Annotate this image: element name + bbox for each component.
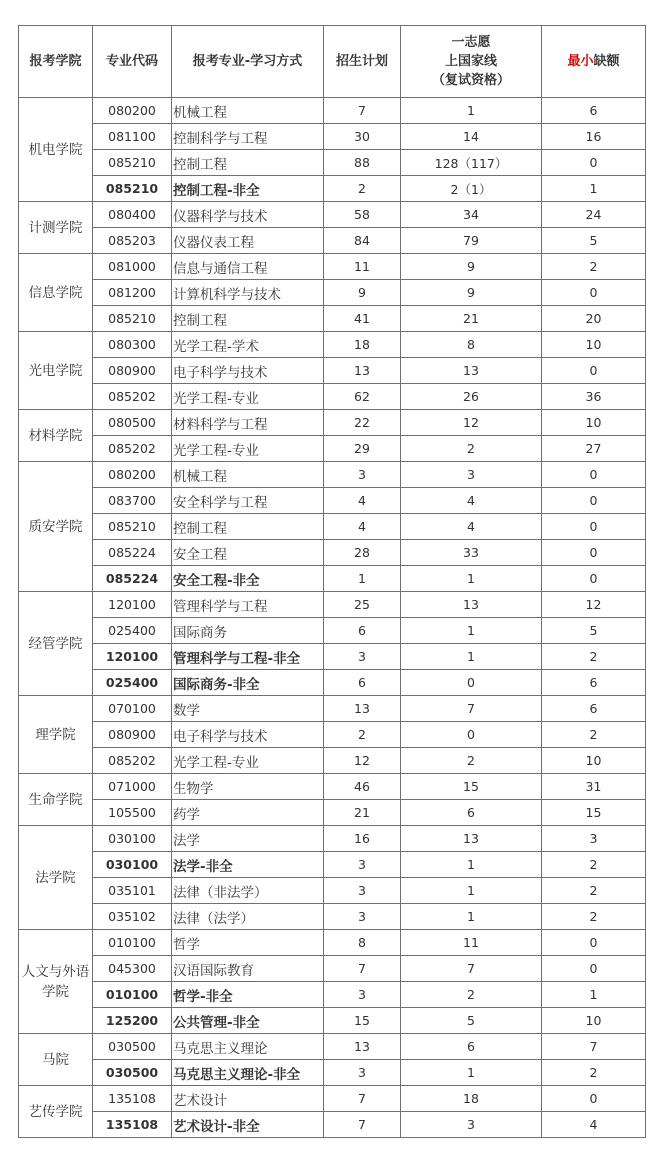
school-cell: 质安学院 bbox=[19, 462, 93, 592]
first-choice-cell: 1 bbox=[401, 98, 542, 124]
plan-cell: 28 bbox=[324, 540, 401, 566]
code-cell: 135108 bbox=[93, 1086, 172, 1112]
major-cell: 数学 bbox=[172, 696, 324, 722]
first-choice-cell: 1 bbox=[401, 904, 542, 930]
table-row bbox=[19, 1034, 646, 1060]
plan-cell: 25 bbox=[324, 592, 401, 618]
header-row bbox=[19, 26, 646, 98]
shortfall-cell: 3 bbox=[542, 826, 646, 852]
code-cell: 030100 bbox=[93, 852, 172, 878]
plan-cell: 88 bbox=[324, 150, 401, 176]
major-cell: 安全科学与工程 bbox=[172, 488, 324, 514]
header-shortfall-rest: 缺额 bbox=[593, 54, 620, 69]
school-cell: 机电学院 bbox=[19, 98, 93, 202]
plan-cell: 3 bbox=[324, 1060, 401, 1086]
plan-cell: 9 bbox=[324, 280, 401, 306]
school-cell: 材料学院 bbox=[19, 410, 93, 462]
shortfall-cell: 0 bbox=[542, 956, 646, 982]
shortfall-cell: 27 bbox=[542, 436, 646, 462]
plan-cell: 1 bbox=[324, 566, 401, 592]
major-cell: 管理科学与工程 bbox=[172, 592, 324, 618]
code-cell: 125200 bbox=[93, 1008, 172, 1034]
plan-cell: 11 bbox=[324, 254, 401, 280]
header-first-choice-line1: 一志愿 bbox=[451, 35, 491, 50]
major-cell: 仪器科学与技术 bbox=[172, 202, 324, 228]
table-row bbox=[19, 176, 646, 202]
table-row bbox=[19, 904, 646, 930]
shortfall-cell: 0 bbox=[542, 280, 646, 306]
first-choice-cell: 4 bbox=[401, 488, 542, 514]
major-cell: 国际商务-非全 bbox=[172, 670, 324, 696]
first-choice-cell: 1 bbox=[401, 852, 542, 878]
shortfall-cell: 2 bbox=[542, 878, 646, 904]
major-cell: 机械工程 bbox=[172, 98, 324, 124]
school-cell: 人文与外语学院 bbox=[19, 930, 93, 1034]
code-cell: 080400 bbox=[93, 202, 172, 228]
major-cell: 哲学 bbox=[172, 930, 324, 956]
shortfall-cell: 24 bbox=[542, 202, 646, 228]
first-choice-cell: 3 bbox=[401, 462, 542, 488]
first-choice-cell: 2 bbox=[401, 982, 542, 1008]
school-cell: 马院 bbox=[19, 1034, 93, 1086]
plan-cell: 22 bbox=[324, 410, 401, 436]
table-row bbox=[19, 254, 646, 280]
code-cell: 045300 bbox=[93, 956, 172, 982]
shortfall-cell: 0 bbox=[542, 566, 646, 592]
admissions-table-wrapper bbox=[18, 25, 646, 1138]
first-choice-cell: 21 bbox=[401, 306, 542, 332]
plan-cell: 41 bbox=[324, 306, 401, 332]
first-choice-cell: 1 bbox=[401, 566, 542, 592]
major-cell: 控制科学与工程 bbox=[172, 124, 324, 150]
code-cell: 105500 bbox=[93, 800, 172, 826]
table-row bbox=[19, 462, 646, 488]
code-cell: 071000 bbox=[93, 774, 172, 800]
shortfall-cell: 2 bbox=[542, 852, 646, 878]
header-code bbox=[93, 26, 172, 98]
first-choice-cell: 7 bbox=[401, 956, 542, 982]
major-cell: 艺术设计 bbox=[172, 1086, 324, 1112]
major-cell: 控制工程-非全 bbox=[172, 176, 324, 202]
first-choice-cell: 12 bbox=[401, 410, 542, 436]
plan-cell: 84 bbox=[324, 228, 401, 254]
shortfall-cell: 16 bbox=[542, 124, 646, 150]
school-cell: 信息学院 bbox=[19, 254, 93, 332]
table-row bbox=[19, 826, 646, 852]
shortfall-cell: 2 bbox=[542, 1060, 646, 1086]
code-cell: 081200 bbox=[93, 280, 172, 306]
major-cell: 控制工程 bbox=[172, 150, 324, 176]
plan-cell: 7 bbox=[324, 956, 401, 982]
code-cell: 081100 bbox=[93, 124, 172, 150]
code-cell: 085210 bbox=[93, 514, 172, 540]
code-cell: 120100 bbox=[93, 592, 172, 618]
major-cell: 控制工程 bbox=[172, 514, 324, 540]
first-choice-cell: 18 bbox=[401, 1086, 542, 1112]
table-row bbox=[19, 592, 646, 618]
major-cell: 法学 bbox=[172, 826, 324, 852]
major-cell: 计算机科学与技术 bbox=[172, 280, 324, 306]
table-row bbox=[19, 722, 646, 748]
table-row bbox=[19, 852, 646, 878]
major-cell: 电子科学与技术 bbox=[172, 358, 324, 384]
plan-cell: 6 bbox=[324, 618, 401, 644]
plan-cell: 15 bbox=[324, 1008, 401, 1034]
school-cell: 计测学院 bbox=[19, 202, 93, 254]
plan-cell: 30 bbox=[324, 124, 401, 150]
major-cell: 信息与通信工程 bbox=[172, 254, 324, 280]
shortfall-cell: 12 bbox=[542, 592, 646, 618]
first-choice-cell: 9 bbox=[401, 280, 542, 306]
shortfall-cell: 0 bbox=[542, 1086, 646, 1112]
table-row bbox=[19, 774, 646, 800]
plan-cell: 58 bbox=[324, 202, 401, 228]
plan-cell: 16 bbox=[324, 826, 401, 852]
code-cell: 010100 bbox=[93, 982, 172, 1008]
major-cell: 光学工程-学术 bbox=[172, 332, 324, 358]
plan-cell: 7 bbox=[324, 1112, 401, 1138]
shortfall-cell: 0 bbox=[542, 488, 646, 514]
table-row bbox=[19, 644, 646, 670]
school-cell: 生命学院 bbox=[19, 774, 93, 826]
code-cell: 085203 bbox=[93, 228, 172, 254]
header-plan bbox=[324, 26, 401, 98]
plan-cell: 13 bbox=[324, 696, 401, 722]
major-cell: 马克思主义理论 bbox=[172, 1034, 324, 1060]
header-school bbox=[19, 26, 93, 98]
table-row bbox=[19, 410, 646, 436]
major-cell: 安全工程-非全 bbox=[172, 566, 324, 592]
plan-cell: 62 bbox=[324, 384, 401, 410]
plan-cell: 2 bbox=[324, 176, 401, 202]
code-cell: 035101 bbox=[93, 878, 172, 904]
first-choice-cell: 34 bbox=[401, 202, 542, 228]
code-cell: 080500 bbox=[93, 410, 172, 436]
first-choice-cell: 6 bbox=[401, 800, 542, 826]
plan-cell: 7 bbox=[324, 1086, 401, 1112]
table-row bbox=[19, 670, 646, 696]
shortfall-cell: 6 bbox=[542, 696, 646, 722]
shortfall-cell: 2 bbox=[542, 644, 646, 670]
table-row bbox=[19, 566, 646, 592]
shortfall-cell: 0 bbox=[542, 930, 646, 956]
code-cell: 085224 bbox=[93, 566, 172, 592]
code-cell: 080300 bbox=[93, 332, 172, 358]
major-cell: 机械工程 bbox=[172, 462, 324, 488]
first-choice-cell: 1 bbox=[401, 618, 542, 644]
table-row bbox=[19, 1086, 646, 1112]
major-cell: 艺术设计-非全 bbox=[172, 1112, 324, 1138]
table-row bbox=[19, 1060, 646, 1086]
shortfall-cell: 1 bbox=[542, 982, 646, 1008]
code-cell: 085210 bbox=[93, 150, 172, 176]
plan-cell: 46 bbox=[324, 774, 401, 800]
code-cell: 085202 bbox=[93, 384, 172, 410]
shortfall-cell: 10 bbox=[542, 332, 646, 358]
major-cell: 生物学 bbox=[172, 774, 324, 800]
major-cell: 国际商务 bbox=[172, 618, 324, 644]
major-cell: 电子科学与技术 bbox=[172, 722, 324, 748]
major-cell: 药学 bbox=[172, 800, 324, 826]
header-first-choice-line2: 上国家线 bbox=[444, 54, 497, 69]
first-choice-cell: 3 bbox=[401, 1112, 542, 1138]
first-choice-cell: 2 bbox=[401, 748, 542, 774]
code-cell: 085210 bbox=[93, 306, 172, 332]
table-row bbox=[19, 358, 646, 384]
shortfall-cell: 5 bbox=[542, 228, 646, 254]
code-cell: 080200 bbox=[93, 462, 172, 488]
table-row bbox=[19, 202, 646, 228]
table-row bbox=[19, 748, 646, 774]
first-choice-cell: 33 bbox=[401, 540, 542, 566]
shortfall-cell: 20 bbox=[542, 306, 646, 332]
plan-cell: 13 bbox=[324, 358, 401, 384]
code-cell: 085210 bbox=[93, 176, 172, 202]
major-cell: 管理科学与工程-非全 bbox=[172, 644, 324, 670]
table-header bbox=[19, 26, 646, 98]
major-cell: 仪器仪表工程 bbox=[172, 228, 324, 254]
plan-cell: 3 bbox=[324, 982, 401, 1008]
school-cell: 艺传学院 bbox=[19, 1086, 93, 1138]
first-choice-cell: 2（1） bbox=[401, 176, 542, 202]
school-cell: 理学院 bbox=[19, 696, 93, 774]
shortfall-cell: 0 bbox=[542, 462, 646, 488]
code-cell: 120100 bbox=[93, 644, 172, 670]
code-cell: 080900 bbox=[93, 358, 172, 384]
first-choice-cell: 13 bbox=[401, 826, 542, 852]
header-plan-label: 招生计划 bbox=[335, 54, 388, 69]
code-cell: 081000 bbox=[93, 254, 172, 280]
header-shortfall bbox=[542, 26, 646, 98]
first-choice-cell: 0 bbox=[401, 670, 542, 696]
header-first-choice-line3: （复试资格） bbox=[431, 73, 510, 88]
table-row bbox=[19, 124, 646, 150]
plan-cell: 3 bbox=[324, 462, 401, 488]
header-shortfall-accent: 最小 bbox=[567, 54, 594, 69]
plan-cell: 12 bbox=[324, 748, 401, 774]
table-row bbox=[19, 306, 646, 332]
shortfall-cell: 0 bbox=[542, 540, 646, 566]
first-choice-cell: 4 bbox=[401, 514, 542, 540]
table-row bbox=[19, 956, 646, 982]
plan-cell: 4 bbox=[324, 488, 401, 514]
shortfall-cell: 31 bbox=[542, 774, 646, 800]
table-row bbox=[19, 384, 646, 410]
plan-cell: 3 bbox=[324, 878, 401, 904]
plan-cell: 7 bbox=[324, 98, 401, 124]
table-row bbox=[19, 150, 646, 176]
plan-cell: 3 bbox=[324, 644, 401, 670]
plan-cell: 18 bbox=[324, 332, 401, 358]
table-row bbox=[19, 930, 646, 956]
first-choice-cell: 5 bbox=[401, 1008, 542, 1034]
shortfall-cell: 7 bbox=[542, 1034, 646, 1060]
school-cell: 经管学院 bbox=[19, 592, 93, 696]
first-choice-cell: 1 bbox=[401, 1060, 542, 1086]
code-cell: 030500 bbox=[93, 1034, 172, 1060]
table-row bbox=[19, 280, 646, 306]
school-cell: 光电学院 bbox=[19, 332, 93, 410]
plan-cell: 13 bbox=[324, 1034, 401, 1060]
shortfall-cell: 15 bbox=[542, 800, 646, 826]
first-choice-cell: 128（117） bbox=[401, 150, 542, 176]
first-choice-cell: 11 bbox=[401, 930, 542, 956]
table-row bbox=[19, 540, 646, 566]
first-choice-cell: 1 bbox=[401, 644, 542, 670]
table-row bbox=[19, 436, 646, 462]
table-row bbox=[19, 800, 646, 826]
table-row bbox=[19, 228, 646, 254]
code-cell: 080200 bbox=[93, 98, 172, 124]
plan-cell: 21 bbox=[324, 800, 401, 826]
major-cell: 公共管理-非全 bbox=[172, 1008, 324, 1034]
shortfall-cell: 5 bbox=[542, 618, 646, 644]
first-choice-cell: 26 bbox=[401, 384, 542, 410]
code-cell: 080900 bbox=[93, 722, 172, 748]
shortfall-cell: 36 bbox=[542, 384, 646, 410]
shortfall-cell: 10 bbox=[542, 748, 646, 774]
shortfall-cell: 4 bbox=[542, 1112, 646, 1138]
major-cell: 光学工程-专业 bbox=[172, 384, 324, 410]
header-first-choice bbox=[401, 26, 542, 98]
first-choice-cell: 15 bbox=[401, 774, 542, 800]
first-choice-cell: 6 bbox=[401, 1034, 542, 1060]
shortfall-cell: 1 bbox=[542, 176, 646, 202]
table-row bbox=[19, 488, 646, 514]
school-cell: 法学院 bbox=[19, 826, 93, 930]
table-row bbox=[19, 332, 646, 358]
code-cell: 085202 bbox=[93, 748, 172, 774]
major-cell: 材料科学与工程 bbox=[172, 410, 324, 436]
code-cell: 030500 bbox=[93, 1060, 172, 1086]
shortfall-cell: 6 bbox=[542, 98, 646, 124]
table-row bbox=[19, 878, 646, 904]
plan-cell: 2 bbox=[324, 722, 401, 748]
major-cell: 法律（法学） bbox=[172, 904, 324, 930]
major-cell: 光学工程-专业 bbox=[172, 436, 324, 462]
header-major-label: 报考专业-学习方式 bbox=[192, 54, 303, 69]
first-choice-cell: 7 bbox=[401, 696, 542, 722]
first-choice-cell: 13 bbox=[401, 358, 542, 384]
code-cell: 025400 bbox=[93, 618, 172, 644]
code-cell: 083700 bbox=[93, 488, 172, 514]
first-choice-cell: 14 bbox=[401, 124, 542, 150]
table-row bbox=[19, 1008, 646, 1034]
plan-cell: 3 bbox=[324, 852, 401, 878]
major-cell: 哲学-非全 bbox=[172, 982, 324, 1008]
table-row bbox=[19, 514, 646, 540]
table-row bbox=[19, 618, 646, 644]
first-choice-cell: 2 bbox=[401, 436, 542, 462]
first-choice-cell: 79 bbox=[401, 228, 542, 254]
major-cell: 马克思主义理论-非全 bbox=[172, 1060, 324, 1086]
table-row bbox=[19, 98, 646, 124]
shortfall-cell: 2 bbox=[542, 254, 646, 280]
shortfall-cell: 2 bbox=[542, 722, 646, 748]
table-row bbox=[19, 982, 646, 1008]
code-cell: 030100 bbox=[93, 826, 172, 852]
shortfall-cell: 0 bbox=[542, 514, 646, 540]
major-cell: 控制工程 bbox=[172, 306, 324, 332]
plan-cell: 8 bbox=[324, 930, 401, 956]
first-choice-cell: 1 bbox=[401, 878, 542, 904]
major-cell: 安全工程 bbox=[172, 540, 324, 566]
plan-cell: 29 bbox=[324, 436, 401, 462]
shortfall-cell: 0 bbox=[542, 358, 646, 384]
code-cell: 035102 bbox=[93, 904, 172, 930]
table-body bbox=[19, 98, 646, 1138]
table-row bbox=[19, 1112, 646, 1138]
major-cell: 法律（非法学） bbox=[172, 878, 324, 904]
first-choice-cell: 0 bbox=[401, 722, 542, 748]
first-choice-cell: 9 bbox=[401, 254, 542, 280]
first-choice-cell: 13 bbox=[401, 592, 542, 618]
major-cell: 法学-非全 bbox=[172, 852, 324, 878]
plan-cell: 6 bbox=[324, 670, 401, 696]
first-choice-cell: 8 bbox=[401, 332, 542, 358]
code-cell: 085224 bbox=[93, 540, 172, 566]
plan-cell: 3 bbox=[324, 904, 401, 930]
header-code-label: 专业代码 bbox=[105, 54, 158, 69]
code-cell: 085202 bbox=[93, 436, 172, 462]
shortfall-cell: 10 bbox=[542, 410, 646, 436]
table-row bbox=[19, 696, 646, 722]
shortfall-cell: 10 bbox=[542, 1008, 646, 1034]
shortfall-cell: 2 bbox=[542, 904, 646, 930]
admissions-table bbox=[18, 25, 646, 1138]
code-cell: 025400 bbox=[93, 670, 172, 696]
major-cell: 光学工程-专业 bbox=[172, 748, 324, 774]
code-cell: 135108 bbox=[93, 1112, 172, 1138]
header-school-label: 报考学院 bbox=[29, 54, 82, 69]
header-major bbox=[172, 26, 324, 98]
code-cell: 070100 bbox=[93, 696, 172, 722]
code-cell: 010100 bbox=[93, 930, 172, 956]
plan-cell: 4 bbox=[324, 514, 401, 540]
shortfall-cell: 0 bbox=[542, 150, 646, 176]
major-cell: 汉语国际教育 bbox=[172, 956, 324, 982]
shortfall-cell: 6 bbox=[542, 670, 646, 696]
